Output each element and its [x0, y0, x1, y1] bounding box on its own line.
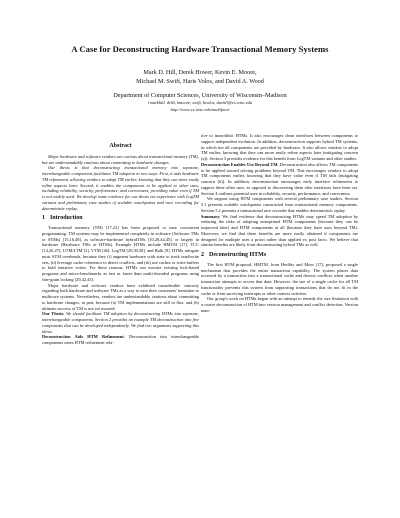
- body-paragraph: The first HTM proposal, HMTM, from Herlihy and Moss [17], proposed a single mechanism that provides the entire transaction capability. The system places data accessed by a transaction into a transactional cache and detects conflicts when another transaction attempts to access that data. However, the use of a single cache for all TM functionality prevents this system from supporting transactions that do not fit in the cache or from surviving interrupts or other context switches.: [201, 261, 358, 296]
- paragraph-text: We find evidence that deconstructing HTMs may speed TM adoption by reducing the risks of adopting nonoptimal HTM components (because they can be improved later) and HTM components at all (because they have uses beyond TM). Moreover, we find that these benefits are more easily obtained if components are designed for multiple uses a priori rather than applied ex post facto. We believe that similar benefits are likely from deconstructing hybrid TMs as well.: [201, 213, 358, 248]
- author-list: [0, 68, 400, 86]
- body-paragraph: [42, 311, 199, 334]
- left-column: [42, 144, 199, 346]
- section-heading: [201, 253, 358, 259]
- authors-line-1: Mark D. Hill, Derek Hower, Kevin E. Moore,: [143, 69, 257, 76]
- paragraph-lead: Deconstruction Aids HTM Refinement.: [42, 334, 125, 340]
- body-paragraph: [201, 162, 358, 197]
- paragraph-text: Deconstruction into interchangeable components eases HTM refinement rela-: [42, 334, 199, 345]
- paragraph-text: Deconstruction also allows TM components to be applied toward solving problems beyond TM. This encourages vendors to adopt TM components earlier, knowing that they have value even if TM fails (mitigating concern (b)). In addition, deconstruction encourages early interface refinement to support these other uses, as opposed to discovering them after interfaces have been set. Section 4 outlines potential uses in reliability, security, performance, and correctness.: [201, 161, 358, 196]
- section-number: 1: [42, 215, 45, 222]
- body-paragraph: [201, 214, 358, 249]
- author-emails: {markhill, drh5, kmoore, swift, hvolos, david}@cs.wisc.edu: [147, 100, 253, 105]
- paragraph-lead: Summary.: [201, 213, 221, 219]
- body-paragraph: Our group's work on HTMs began with an attempt to remedy the size limitation with a coarse deconstruction of HTM into version management and conflict detection. Version man-: [201, 296, 358, 313]
- thesis-statement: We should facilitate TM adoption by deconstructing HTMs into separate, interchangeable components. Section 2 provides an example TM deconstruction into five components that can be developed independently. We find two arguments supporting this thesis.: [42, 311, 199, 334]
- body-paragraph: [42, 334, 199, 346]
- affiliation-block: [0, 92, 400, 113]
- abstract-paragraph: Our thesis is that deconstructing transactional memory into separate, interchangeable components facilitates TM adoption in two ways. First, it aids hardware TM refinement, allowing vendors to adopt TM earlier, knowing that they can more easily refine aspects later. Second, it enables the components to be applied to other uses, including reliability, security, performance, and correctness, providing value even if TM is not widely used. We develop some evidence for our thesis via experience with LogTM variants and preliminary case studies of scalable watchpoints and race recording for deterministic replay.: [42, 165, 199, 211]
- section-title: Introduction: [50, 215, 83, 222]
- body-paragraph: Major hardware and software vendors have exhibited considerable curiosity regarding both hardware and software TMs as a way to ease their customers' transition to multicore systems. Nevertheless, vendors are understandably cautious about committing to hardware changes, in part, because (a) TM implementations are still in flux, and (b) ultimate success of TM is not yet assured.: [42, 282, 199, 311]
- body-paragraph: Transactional memory (TM) [17,22] has been proposed to ease concurrent programming. TM systems may be implemented completely in software (Software TMs or STMs) [15,16,48], as software-hardware hybridTMs [10,20,44,45], or largely in hardware (Hardware TMs or HTMs). Example HTMs include HMTM [17], TCC [14,26,27], UTM/LTM [2], VTM [46], LogTM [29,30,58], and Bulk [8]. HTMs mitigate most STM overheads, because they (i) augment hardware with state to track read/write sets, (ii) leverage cache coherence to detect conflicts, and (iii) use caches or write buffers to hold tentative writes. For these reasons, HTMs can execute existing lock-based programs and micro-benchmarks as fast or faster than multi-threaded programs using fine-grain locking [29,42,43].: [42, 225, 199, 282]
- body-paragraph: We support using HTM components with several preliminary case studies. Section 5.1 presents scalable watchpoints constructed from transactional memory components. Section 5.2 presents a transactional race recorder that enables deterministic replay.: [201, 196, 358, 213]
- section-heading: [42, 216, 199, 222]
- abstract-heading: Abstract: [109, 143, 132, 149]
- right-column: [201, 133, 358, 314]
- abstract-paragraph: Major hardware and software vendors are curious about transactional memory (TM), but are understandably cautious about committing to hardware changes.: [42, 153, 199, 165]
- body-paragraph: tive to monolithic HTMs. It also encourages clean interfaces between components to support independent evolution. In addition, deconstruction supports hybrid TM systems, in which not all components are provided by hardware. It also allows vendors to adopt TM earlier, knowing that they can more easily refine aspects later (mitigating concern (a)). Section 3 provides evidence for this benefit from LogTM variants and other studies.: [201, 133, 358, 161]
- paper-title: A Case for Deconstructing Hardware Transactional Memory Systems: [71, 44, 329, 54]
- abstract-body: [42, 154, 199, 212]
- section-title: Deconstructing HTMs: [209, 252, 267, 258]
- paragraph-lead: Deconstruction Enables Use Beyond TM.: [201, 161, 279, 167]
- paragraph-lead: Our Thesis.: [42, 311, 65, 317]
- authors-line-2: Michael M. Swift, Haris Volos, and David A. Wood: [136, 78, 264, 85]
- section-number: 2: [201, 252, 204, 258]
- project-website: http://www.cs.wisc.edu/multifacet: [170, 106, 230, 112]
- affiliation: Department of Computer Sciences, University of Wisconsin–Madison: [113, 92, 287, 99]
